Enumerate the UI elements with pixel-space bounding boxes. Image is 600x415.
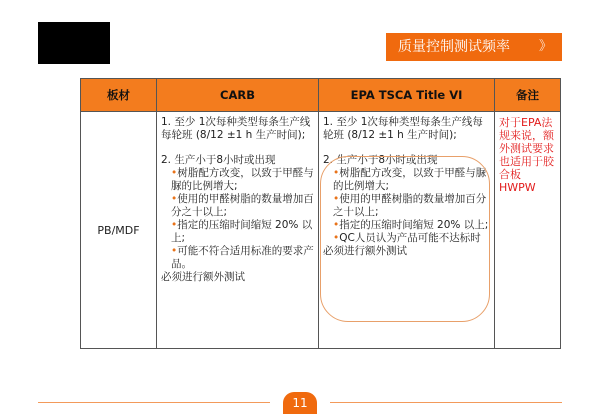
carb-item-1: 1. 至少 1次每种类型每条生产线每轮班 (8/12 ±1 h 生产时间); xyxy=(161,116,311,141)
bullet-icon: • xyxy=(333,167,340,179)
page-number: 11 xyxy=(283,392,317,414)
footer-divider-left xyxy=(38,402,270,403)
header-notes: 备注 xyxy=(495,79,561,112)
table-header-row xyxy=(81,79,561,112)
epa-bullet-4: •QC人员认为产品可能不达标时 xyxy=(333,232,481,244)
epa-requirements-cell xyxy=(319,112,495,349)
bullet-icon: • xyxy=(333,219,340,231)
carb-bullet-4: •可能不符合适用标准的要求产品。 xyxy=(171,245,314,270)
section-title-tab xyxy=(386,33,562,61)
carb-bullet-2: •使用的甲醛树脂的数量增加百分之十以上; xyxy=(171,193,314,218)
epa-bullet-3: •指定的压缩时间缩短 20% 以上; xyxy=(333,219,489,231)
carb-requirements-cell xyxy=(157,112,319,349)
carb-bullet-3: •指定的压缩时间缩短 20% 以上; xyxy=(171,219,313,244)
material-cell: PB/MDF xyxy=(81,112,157,349)
footer-divider-right xyxy=(330,402,562,403)
epa-bullet-2: •使用的甲醛树脂的数量增加百分之十以上; xyxy=(333,193,487,218)
bullet-icon: • xyxy=(171,193,178,205)
header-material: 板材 xyxy=(81,79,157,112)
carb-bullet-1: •树脂配方改变，以致于甲醛与脲的比例增大; xyxy=(171,167,314,192)
bullet-icon: • xyxy=(171,219,178,231)
epa-item-2-intro: 2. 生产小于8小时或出现 xyxy=(323,154,438,166)
double-chevron-right-icon: 》 xyxy=(538,39,550,54)
section-title: 质量控制测试频率 xyxy=(398,39,510,55)
note-cell: 对于EPA法规来说，额外测试要求也适用于胶合板HWPW xyxy=(495,112,561,349)
header-epa: EPA TSCA Title VI xyxy=(319,79,495,112)
bullet-icon: • xyxy=(171,245,178,257)
epa-bullet-1: •树脂配方改变，以致于甲醛与脲的比例增大; xyxy=(333,167,487,192)
bullet-icon: • xyxy=(171,167,178,179)
bullet-icon: • xyxy=(333,232,340,244)
table-row xyxy=(81,112,561,349)
bullet-icon: • xyxy=(333,193,340,205)
carb-item-2-intro: 2. 生产小于8小时或出现 xyxy=(161,154,276,166)
testing-frequency-table xyxy=(80,78,561,349)
header-carb: CARB xyxy=(157,79,319,112)
carb-closing: 必须进行额外测试 xyxy=(161,271,245,283)
epa-closing: 必须进行额外测试 xyxy=(323,245,407,257)
epa-item-1: 1. 至少 1次每种类型每条生产线每轮班 (8/12 ±1 h 生产时间); xyxy=(323,116,483,141)
logo-redacted xyxy=(38,22,110,64)
